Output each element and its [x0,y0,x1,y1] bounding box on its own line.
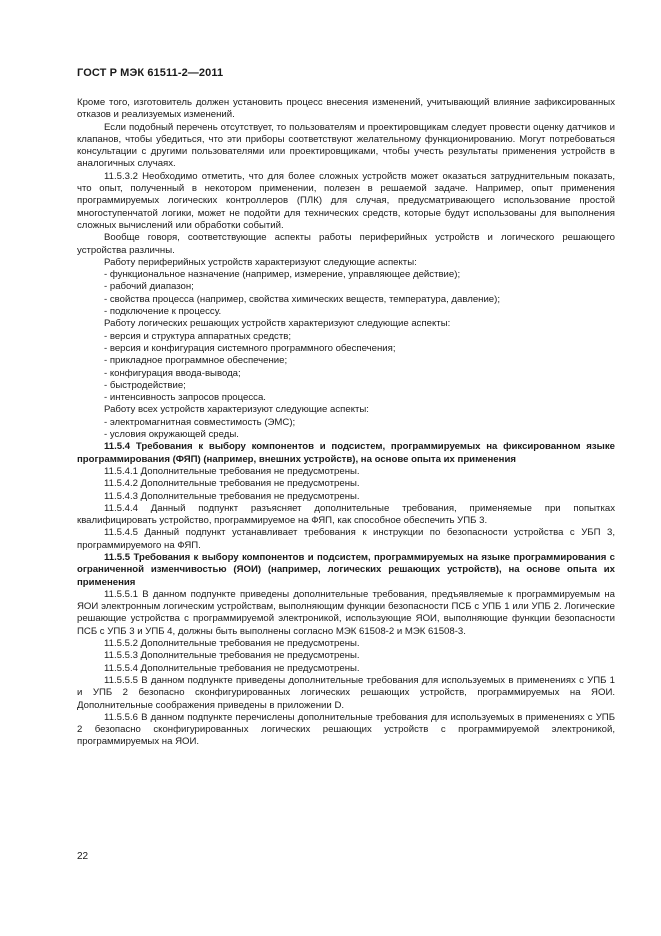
paragraph: Работу всех устройств характеризуют следующие аспекты: [104,404,369,416]
paragraph: 11.5.5.6 В данном подпункте перечислены дополнительные требования для используемых в применениях с УПБ 2 безопасно сконфигурированных логических решающих устройств с программируемой электроникой, программируемых на ЯОИ. [77,711,615,748]
list-item: - условия окружающей среды. [104,429,239,441]
paragraph: 11.5.3.2 Необходимо отметить, что для более сложных устройств может оказаться затруднительным показать, что опыт, полученный в некотором применении, полезен в решаемой задаче. Например, опыт применения программируемых логических контроллеров (ПЛК) для случая, предусматривающего использование простой многоступенчатой логики, может не подойти для технических средств, которые будут использованы для выполнения сложных вычислений или обработки событий. [77,170,615,231]
paragraph: Кроме того, изготовитель должен установить процесс внесения изменений, учитывающий влияние зафиксированных отказов и реализуемых изменений. [77,97,615,121]
paragraph: Вообще говоря, соответствующие аспекты работы периферийных устройств и логического решающего устройства различны. [77,232,615,256]
paragraph: 11.5.5.5 В данном подпункте приведены дополнительные требования для используемых в применениях с УПБ 1 и УПБ 2 безопасно сконфигурированных логических решающих устройств, программируемых на ЯОИ. Дополнительные соображения приведены в приложении D. [77,674,615,711]
paragraph: 11.5.5.2 Дополнительные требования не предусмотрены. [104,638,360,650]
paragraph: Если подобный перечень отсутствует, то пользователям и проектировщикам следует провести оценку датчиков и клапанов, чтобы убедиться, что эти приборы соответствуют желательному функционированию. Могут потребоваться консультации с другими пользователями или проектировщиками, чтобы учесть результаты применения устройств в аналогичных случаях. [77,121,615,170]
list-item: - версия и структура аппаратных средств; [104,330,291,342]
list-item: - подключение к процессу. [104,306,222,318]
paragraph: 11.5.4.4 Данный подпункт разъясняет дополнительные требования, применяемые при попытках квалифицировать устройство, программируемое на ФЯП, как способное обеспечить УПБ 3. [77,502,615,527]
document-body [77,97,615,749]
paragraph: Работу периферийных устройств характеризуют следующие аспекты: [104,256,417,268]
section-heading: 11.5.5 Требования к выбору компонентов и подсистем, программируемых на языке программирования с ограниченной изменчивостью (ЯОИ) (например, логических решающих устройств), на основе опыта их применения [77,551,615,588]
paragraph: 11.5.5.1 В данном подпункте приведены дополнительные требования, предъявляемые к программируемым на ЯОИ электронным логическим устройствам, выполняющим функции безопасности ПСБ с УПБ 1 или УПБ 2. Логические решающие устройства с программируемой электроникой, использующие ЯОИ, выполняющие функции безопасности ПСБ с УПБ 3 и УПБ 4, должны быть выполнены согласно МЭК 61508-2 и МЭК 61508-3. [77,588,615,637]
paragraph: 11.5.4.1 Дополнительные требования не предусмотрены. [104,465,360,477]
list-item: - свойства процесса (например, свойства химических веществ, температура, давление); [104,293,501,305]
section-heading: 11.5.4 Требования к выбору компонентов и подсистем, программируемых на фиксированном языке программирования (ФЯП) (например, внешних устройств), на основе опыта их применения [77,441,615,465]
list-item: - функциональное назначение (например, измерение, управляющее действие); [104,269,461,281]
paragraph: 11.5.4.2 Дополнительные требования не предусмотрены. [104,478,360,490]
paragraph: Работу логических решающих устройств характеризуют следующие аспекты: [104,318,451,330]
document-header: ГОСТ Р МЭК 61511-2—2011 [77,67,224,79]
paragraph: 11.5.4.5 Данный подпункт устанавливает требования к инструкции по безопасности устройства с УБП 3, программируемого на ФЯП. [77,527,615,551]
paragraph: 11.5.4.3 Дополнительные требования не предусмотрены. [104,490,360,502]
list-item: - быстродействие; [104,379,186,391]
paragraph: 11.5.5.3 Дополнительные требования не предусмотрены. [104,650,360,662]
page-number: 22 [77,851,89,862]
list-item: - версия и конфигурация системного программного обеспечения; [104,342,396,354]
list-item: - интенсивность запросов процесса. [104,392,266,404]
list-item: - конфигурация ввода-вывода; [104,367,241,379]
list-item: - прикладное программное обеспечение; [104,355,288,367]
paragraph: 11.5.5.4 Дополнительные требования не предусмотрены. [104,662,360,674]
list-item: - рабочий диапазон; [104,281,194,293]
list-item: - электромагнитная совместимость (ЭМС); [104,416,296,428]
